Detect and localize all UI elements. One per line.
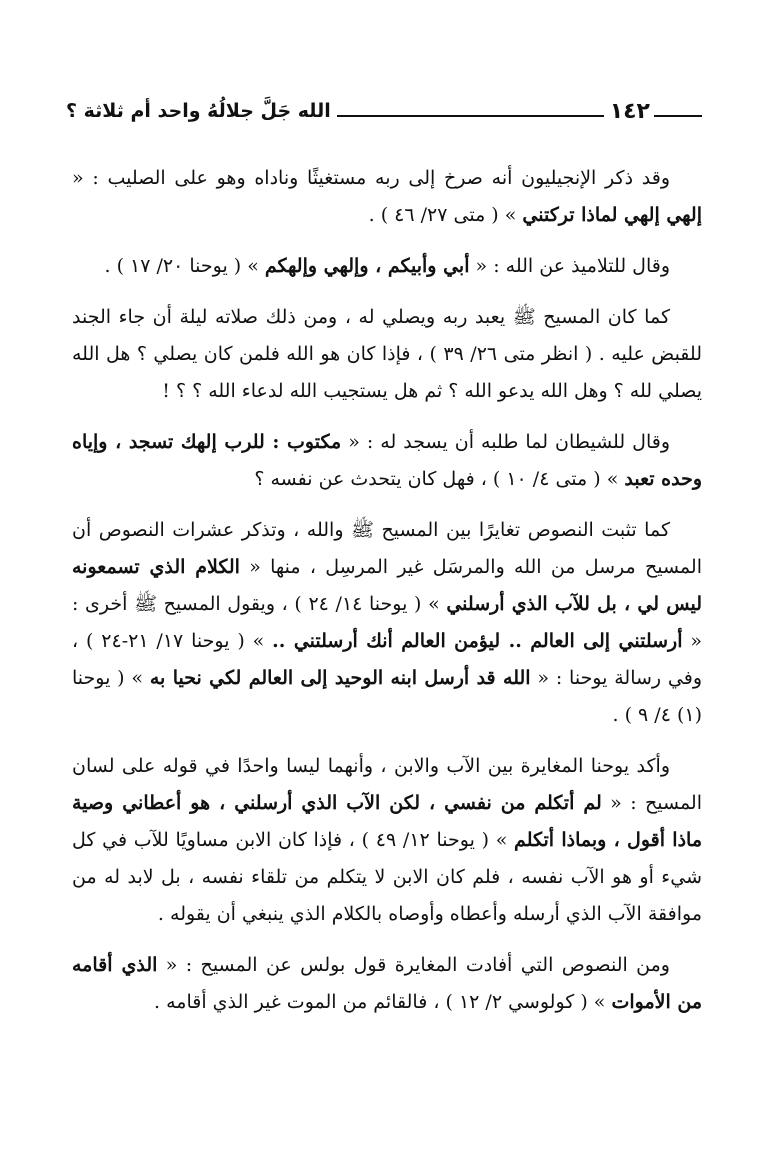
header-rule-short: [654, 115, 702, 117]
text-run: كما كان المسيح ﷺ يعبد ربه ويصلي له ، ومن ذلك صلاته ليلة أن جاء الجند للقبض عليه . ( انظر متى ٢٦/ ٣٩ ) ، فإذا كان هو الله فلمن كان يصلي ؟ هل الله يصلي لله ؟ وهل الله يدعو الله ؟ ثم هل يستجيب الله لدعاء الله ؟ ؟ !: [72, 306, 702, 402]
quote-bold: الكلام الذي تسمعونه ليس لي ، بل للآب الذي أرسلني: [72, 556, 702, 615]
running-title: الله جَلَّ جلالُهُ واحد أم ثلاثة ؟: [66, 100, 331, 122]
text-run: وقال للتلاميذ عن الله : «: [469, 255, 670, 277]
paragraph: [72, 299, 702, 410]
text-run: » ( يوحنا ١٤/ ٢٤ ) ، ويقول المسيح ﷺ أخرى : «: [72, 593, 702, 652]
text-run: » ( يوحنا (١) ٤/ ٩ ) .: [72, 667, 702, 726]
quote-bold: إلهي إلهي لماذا تركتني: [522, 204, 702, 226]
paragraph: [72, 512, 702, 734]
paragraph: [72, 947, 702, 1021]
text-run: وقال للشيطان لما طلبه أن يسجد له : «: [341, 431, 670, 453]
text-run: ومن النصوص التي أفادت المغايرة قول بولس عن المسيح : «: [157, 954, 670, 976]
paragraph: [72, 424, 702, 498]
page-number: ١٤٢: [609, 99, 650, 124]
paragraph: [72, 748, 702, 933]
quote-bold: الذي أقامه من الأموات: [72, 954, 702, 1013]
quote-bold: أبي وأبيكم ، وإلهي وإلهكم: [264, 255, 470, 277]
quote-bold: مكتوب : للرب إلهك تسجد ، وإياه وحده تعبد: [72, 431, 702, 490]
text-run: » ( يوحنا ١٢/ ٤٩ ) ، فإذا كان الابن مساويًا للآب في كل شيء أو هو الآب نفسه ، فلم كان الابن لا يتكلم من تلقاء نفسه ، بل لابد له من موافقة الآب الذي أرسله وأعطاه وأوصاه بالكلام الذي ينبغي أن يقوله .: [72, 829, 702, 925]
text-run: » ( كولوسي ٢/ ١٢ ) ، فالقائم من الموت غير الذي أقامه .: [154, 991, 612, 1013]
text-run: كما تثبت النصوص تغايرًا بين المسيح ﷺ والله ، وتذكر عشرات النصوص أن المسيح مرسل من الله والمرسَل غير المرسِل ، منها «: [72, 519, 702, 578]
quote-bold: أرسلتني إلى العالم .. ليؤمن العالم أنك أرسلتني ..: [272, 630, 683, 652]
text-run: وأكد يوحنا المغايرة بين الآب والابن ، وأنهما ليسا واحدًا في قوله على لسان المسيح : «: [72, 755, 703, 814]
text-run: » ( متى ٤/ ١٠ ) ، فهل كان يتحدث عن نفسه ؟: [254, 468, 625, 490]
quote-bold: الله قد أرسل ابنه الوحيد إلى العالم لكي نحيا به: [149, 667, 531, 689]
text-run: وقد ذكر الإنجيليون أنه صرخ إلى ربه مستغيثًا وناداه وهو على الصليب : «: [72, 167, 670, 189]
text-run: » ( يوحنا ١٧/ ٢١-٢٤ ) ، وفي رسالة يوحنا : «: [72, 630, 702, 689]
header-rule: [337, 115, 604, 117]
text-run: » ( يوحنا ٢٠/ ١٧ ) .: [104, 255, 265, 277]
paragraph: [72, 160, 702, 234]
paragraph: [72, 248, 702, 285]
body-text: [72, 160, 702, 1035]
running-header: [66, 86, 702, 126]
text-run: » ( متى ٢٧/ ٤٦ ) .: [368, 204, 523, 226]
quote-bold: لم أتكلم من نفسي ، لكن الآب الذي أرسلني ، هو أعطاني وصية ماذا أقول ، وبماذا أتكلم: [72, 792, 703, 851]
